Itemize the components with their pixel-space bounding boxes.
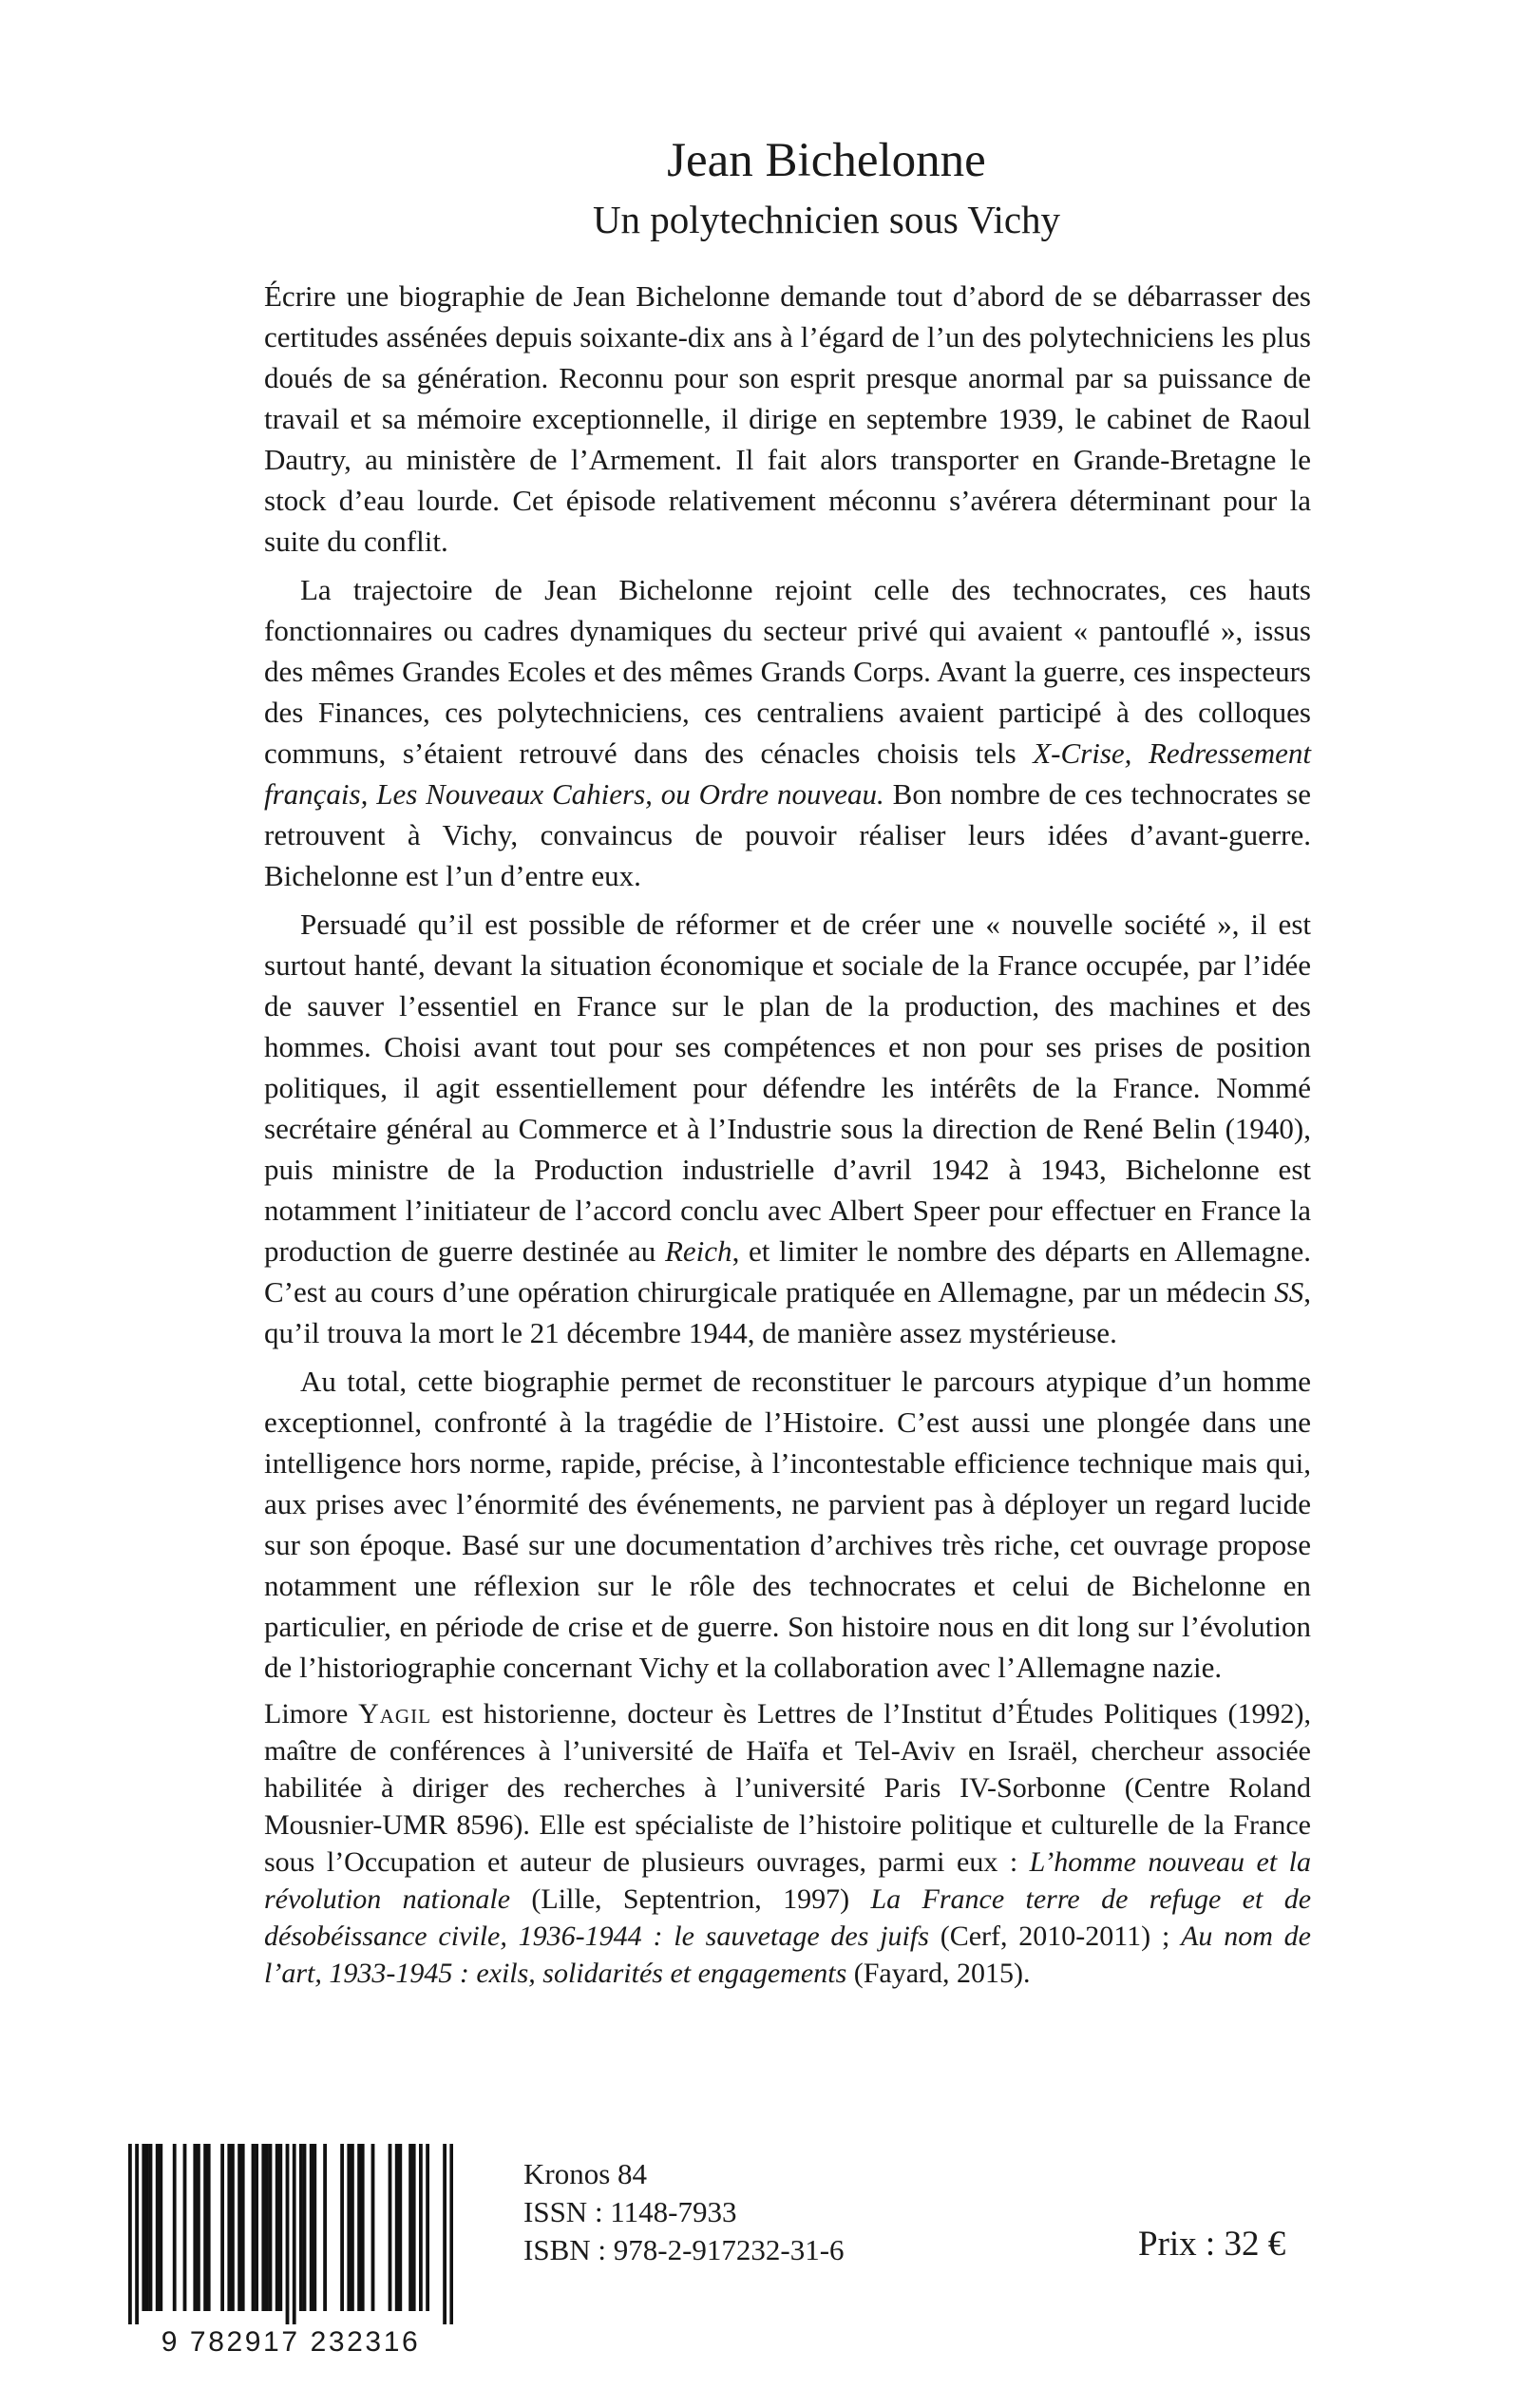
isbn-label: ISBN : 978-2-917232-31-6 — [523, 2233, 845, 2266]
author-bio-paragraph — [264, 1695, 1311, 1992]
series-label: Kronos 84 — [523, 2157, 648, 2190]
author-book-2-title: La France terre de refuge et de désobéissance civile, 1936-1944 : le sauvetage des juifs — [264, 1883, 1312, 1952]
paragraph-3-text-b: , et limiter le nombre des départs en Allemagne. C’est au cours d’une opération chirurgicale pratiquée en Allemagne, par un médecin — [264, 1234, 1312, 1309]
author-book-1-title: L’homme nouveau et la révolution nationale — [264, 1846, 1312, 1915]
summary-paragraph-3 — [264, 904, 1311, 1353]
paragraph-2-text-a: La trajectoire de Jean Bichelonne rejoint celle des technocrates, ces hauts fonctionnaires ou cadres dynamiques du secteur privé qui avaient « pantouflé », issus des mêmes Grandes Ecoles et des mêmes Grands Corps. Avant la guerre, ces inspecteurs des Finances, ces polytechniciens, ces centraliens avaient participé à des colloques communs, s’étaient retrouvé dans des cénacles choisis tels — [264, 573, 1311, 770]
paragraph-3-italic-reich: Reich — [664, 1234, 732, 1268]
author-first-name: Limore — [264, 1698, 359, 1730]
issn-label: ISSN : 1148-7933 — [523, 2195, 737, 2228]
isbn-barcode — [128, 2144, 453, 2358]
author-last-name: Yagil — [358, 1698, 431, 1730]
paragraph-3-italic-ss: SS — [1274, 1275, 1304, 1309]
author-book-2-publisher: (Cerf, 2010-2011) ; — [928, 1921, 1182, 1952]
author-book-3-title: Au nom de l’art, 1933-1945 : exils, solidarités et engagements — [264, 1921, 1311, 1989]
paragraph-3-text-c: , qu’il trouva la mort le 21 décembre 1944, de manière assez mystérieuse. — [264, 1275, 1311, 1349]
paragraph-2-text-b: Bon nombre de ces technocrates se retrouvent à Vichy, convaincus de pouvoir réaliser leurs idées d’avant-guerre. Bichelonne est l’un d’entre eux. — [264, 777, 1311, 892]
barcode-digits: 9 782917 232316 — [161, 2326, 421, 2358]
summary-text — [264, 276, 1311, 1695]
book-title: Jean Bichelonne — [667, 134, 986, 187]
barcode-icon — [128, 2144, 453, 2324]
author-bio — [264, 1695, 1311, 1992]
author-book-1-publisher: (Lille, Septentrion, 1997) — [510, 1883, 871, 1915]
summary-paragraph-2 — [264, 569, 1311, 896]
author-bio-text: est historienne, docteur ès Lettres de l’Institut d’Études Politiques (1992), maître de conférences à l’université de Haïfa et Tel-Aviv en Israël, chercheur associée habilitée à diriger des recherches à l’université Paris IV-Sorbonne (Centre Roland Mousnier-UMR 8596). Elle est spécialiste de l’histoire politique et culturelle de la France sous l’Occupation et auteur de plusieurs ouvrages, parmi eux : — [264, 1698, 1311, 1878]
summary-paragraph-4: Au total, cette biographie permet de reconstituer le parcours atypique d’un homme exceptionnel, confronté à la tragédie de l’Histoire. C’est aussi une plongée dans une intelligence hors norme, rapide, précise, à l’incontestable efficience technique mais qui, aux prises avec l’énormité des événements, ne parvient pas à déployer un regard lucide sur son époque. Basé sur une documentation d’archives très riche, cet ouvrage propose notamment une réflexion sur le rôle des technocrates et celui de Bichelonne en particulier, en période de crise et de guerre. Son histoire nous en dit long sur l’évolution de l’historiographie concernant Vichy et la collaboration avec l’Allemagne nazie. — [264, 1365, 1311, 1684]
paragraph-2-italic-titles: X-Crise, Redressement français, Les Nouveaux Cahiers, ou Ordre nouveau. — [264, 736, 1311, 811]
author-book-3-publisher: (Fayard, 2015). — [846, 1958, 1031, 1989]
paragraph-3-text-a: Persuadé qu’il est possible de réformer et de créer une « nouvelle société », il est surtout hanté, devant la situation économique et sociale de la France occupée, par l’idée de sauver l’essentiel en France sur le plan de la production, des machines et des hommes. Choisi avant tout pour ses compétences et non pour ses prises de position politiques, il agit essentiellement pour défendre les intérêts de la France. Nommé secrétaire général au Commerce et à l’Industrie sous la direction de René Belin (1940), puis ministre de la Production industrielle d’avril 1942 à 1943, Bichelonne est notamment l’initiateur de l’accord conclu avec Albert Speer pour effectuer en France la production de guerre destinée au — [264, 908, 1311, 1268]
book-subtitle: Un polytechnicien sous Vichy — [592, 198, 1061, 241]
summary-paragraph-1: Écrire une biographie de Jean Bichelonne demande tout d’abord de se débarrasser des certitudes assénées depuis soixante-dix ans à l’égard de l’un des polytechniciens les plus doués de sa génération. Reconnu pour son esprit presque anormal par sa puissance de travail et sa mémoire exceptionnelle, il dirige en septembre 1939, le cabinet de Raoul Dautry, au ministère de l’Armement. Il fait alors transporter en Grande-Bretagne le stock d’eau lourde. Cet épisode relativement méconnu s’avérera déterminant pour la suite du conflit. — [264, 279, 1311, 558]
price-label: Prix : 32 € — [1138, 2225, 1286, 2264]
publication-info — [523, 2155, 845, 2269]
